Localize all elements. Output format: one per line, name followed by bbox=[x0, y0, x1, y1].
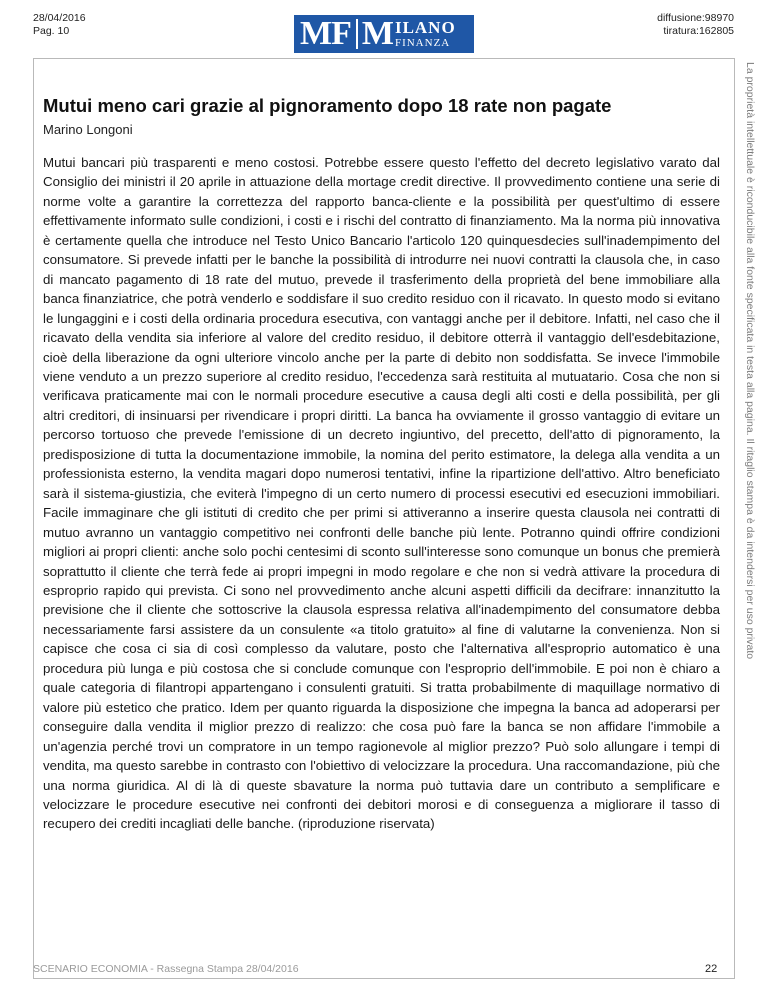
logo-m: M bbox=[361, 15, 394, 52]
header-right bbox=[657, 12, 734, 38]
footer-source: SCENARIO ECONOMIA - Rassegna Stampa 28/04/2016 bbox=[33, 963, 299, 975]
logo-milano: ILANO bbox=[394, 18, 456, 37]
header-date: 28/04/2016 bbox=[33, 12, 86, 24]
logo-finanza: FINANZA bbox=[394, 37, 451, 49]
logo-mf: MF bbox=[300, 15, 351, 52]
logo-wordmark bbox=[395, 19, 456, 49]
header-page: Pag. 10 bbox=[33, 25, 70, 37]
header-diffusione: diffusione:98970 bbox=[657, 12, 734, 24]
footer-page-number: 22 bbox=[705, 963, 718, 975]
article-title: Mutui meno cari grazie al pignoramento dopo 18 rate non pagate bbox=[43, 95, 612, 116]
copyright-side-note: La proprietà intellettuale è riconducibile alla fonte specificata in testa alla pagina. Il ritaglio stampa è da intendersi per uso privato bbox=[744, 62, 756, 660]
logo-separator bbox=[356, 19, 358, 49]
mf-milano-finanza-logo bbox=[294, 15, 474, 53]
header-left bbox=[33, 12, 86, 38]
article-body: Mutui bancari più trasparenti e meno costosi. Potrebbe essere questo l'effetto del decreto legislativo varato dal Consiglio dei ministri il 20 aprile in attuazione della mortage credit directive. Il provvedimento contiene una serie di norme volte a garantire la correttezza del rapporto banca-cliente e la possibilità per quest'ultimo di essere effettivamente informato sulle condizioni, i costi e i rischi del contratto di finanziamento. Ma la norma più innovativa è certamente quella che introduce nel Testo Unico Bancario l'articolo 120 quinquesdecies sull'inadempimento del consumatore. Si prevede infatti per le banche la possibilità di introdurre nei nuovi contratti la clausola che, in caso di mancato pagamento di 18 rate del mutuo, prevede il trasferimento della proprietà del bene immobiliare alla banca finanziatrice, che potrà venderlo e soddisfare il suo credito residuo con il ricavato. In questo modo si evitano le lungaggini e i costi della ordinaria procedura esecutiva, con vantaggi anche per il debitore. Infatti, nel caso che il ricavato della vendita sia inferiore al valore del credito residuo, il debitore otterrà il vantaggio dell'esdebitazione, cioè della liberazione da ogni ulteriore vincolo anche per la parte di debito non soddisfatta. Se invece l'immobile viene venduto a un prezzo superiore al credito residuo, l'eccedenza sarà restituita al mutuatario. Cosa che non si verificava praticamente mai con le normali procedure esecutive a causa degli alti costi e della possibilità, per gli altri creditori, di insinuarsi per rivendicare i propri diritti. La banca ha ovviamente il grosso vantaggio di evitare un percorso tortuoso che prevede l'emissione di un decreto ingiuntivo, del precetto, dell'atto di pignoramento, la predisposizione di tutta la documentazione immobile, la nomina del perito estimatore, la delega alla vendita a un professionista esterno, la vendita magari dopo numerosi tentativi, infine la ripartizione dell'attivo. Altro beneficiato sarà il sistema-giustizia, che eviterà l'impegno di un certo numero di processi esecutivi ed esecuzioni immobiliari. Facile immaginare che gli istituti di credito che per primi si attiveranno a inserire questa clausola nei contratti di mutuo avranno un vantaggio competitivo nei confronti delle banche più lente. Potranno quindi offrire condizioni migliori ai propri clienti: anche solo pochi centesimi di sconto sull'interesse sono comunque un bonus che premierà soprattutto il cliente che terrà fede ai propri impegni in modo regolare e che non si vedrà attivare la procedura di esproprio rapido qui prevista. Ci sono nel provvedimento anche alcuni aspetti difficili da decifrare: innanzitutto la previsione che il cliente che sottoscrive la clausola espressa relativa all'inadempimento del consumatore debba necessariamente farsi assistere da un consulente «a titolo gratuito» al fine di valutarne la convenienza. Non si capisce che cosa ci sia di così complesso da valutare, posto che l'alternativa all'esproprio automatico è una procedura più lunga e più costosa che si conclude comunque con l'esproprio dell'immobile. E poi non è chiaro a quale categoria di filantropi appartengano i consulenti gratuiti. Si tratta probabilmente di maquillage normativo di valore più estetico che pratico. Idem per quanto riguarda la disposizione che impegna la banca ad adoperarsi per conseguire dalla vendita il miglior prezzo di realizzo: che cosa può fare la banca se non affidare l'immobile a un'agenzia perché trovi un compratore in un tempo ragionevole al miglior prezzo? Può solo allungare i tempi di vendita, ma questo sarebbe in contrasto con l'obiettivo di velocizzare la procedura. Una raccomandazione, più che una norma giuridica. Al di là di queste sbavature la norma può tuttavia dare un contributo a semplificare e velocizzare le procedure esecutive nei confronti dei debitori morosi e di conseguenza a migliorare il tasso di recupero dei crediti incagliati delle banche. (riproduzione riservata) bbox=[43, 155, 720, 832]
header-tiratura: tiratura:162805 bbox=[663, 25, 734, 37]
article-author: Marino Longoni bbox=[43, 122, 133, 137]
